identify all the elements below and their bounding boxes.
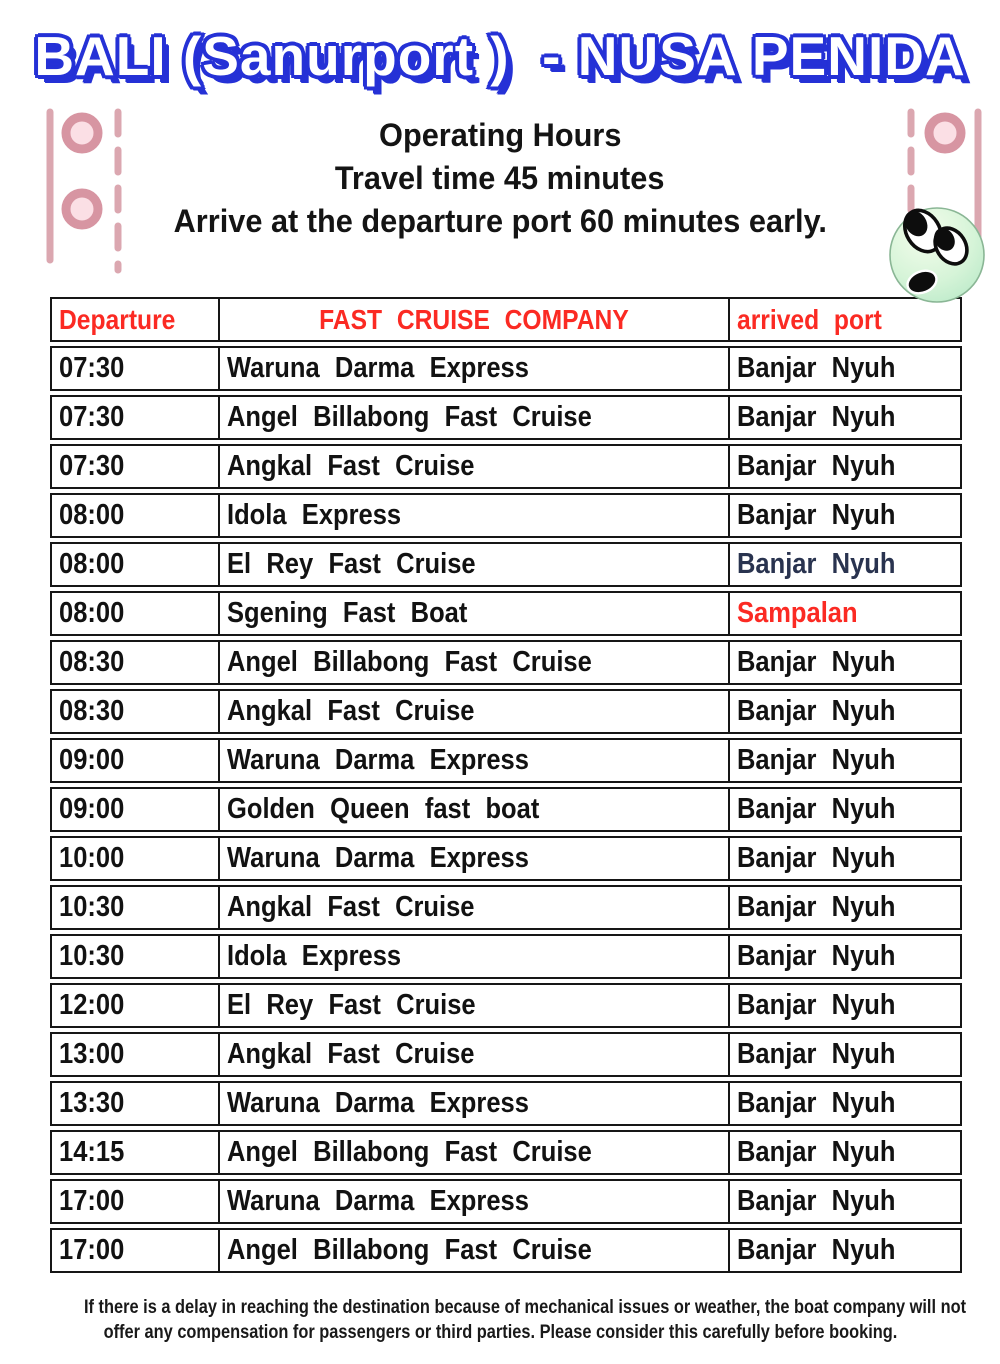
port-cell: Banjar Nyuh [730,1179,962,1224]
company-cell: El Rey Fast Cruise [220,542,730,587]
departure-cell: 17:00 [50,1228,220,1273]
port-cell: Banjar Nyuh [730,787,962,832]
company-cell: Sgening Fast Boat [220,591,730,636]
disclaimer-line1: If there is a delay in reaching the destination because of mechanical issues or weather, the boat company will not [84,1296,967,1318]
operating-hours-line2: Travel time 45 minutes [335,160,665,196]
table-row [50,542,962,587]
departure-cell: 09:00 [50,738,220,783]
port-cell: Banjar Nyuh [730,1032,962,1077]
table-row [50,787,962,832]
port-cell: Banjar Nyuh [730,542,962,587]
table-row [50,1081,962,1126]
company-cell: Idola Express [220,934,730,979]
table-row [50,1032,962,1077]
departure-cell: 10:00 [50,836,220,881]
port-cell: Banjar Nyuh [730,493,962,538]
port-cell: Banjar Nyuh [730,934,962,979]
port-cell: Banjar Nyuh [730,640,962,685]
port-cell: Banjar Nyuh [730,346,962,391]
table-row [50,493,962,538]
company-cell: Idola Express [220,493,730,538]
departure-cell: 07:30 [50,395,220,440]
disclaimer-line2: offer any compensation for passengers or third parties. Please consider this carefully before booking. [103,1321,897,1343]
company-cell: Waruna Darma Express [220,1081,730,1126]
table-row [50,934,962,979]
header-departure: Departure [50,297,220,342]
table-header-row [50,297,962,342]
port-cell: Banjar Nyuh [730,1228,962,1273]
table-row [50,1130,962,1175]
departure-cell: 10:30 [50,934,220,979]
table-row [50,1228,962,1273]
schedule-table-body [50,297,962,1273]
company-cell: Angel Billabong Fast Cruise [220,395,730,440]
table-row [50,640,962,685]
departure-cell: 09:00 [50,787,220,832]
company-cell: Angel Billabong Fast Cruise [220,640,730,685]
header-arrived-port: arrived port [730,297,962,342]
departure-cell: 07:30 [50,444,220,489]
departure-cell: 10:30 [50,885,220,930]
port-cell: Banjar Nyuh [730,738,962,783]
company-cell: Angkal Fast Cruise [220,1032,730,1077]
departure-cell: 08:30 [50,689,220,734]
table-row [50,885,962,930]
table-row [50,346,962,391]
port-cell: Banjar Nyuh [730,1130,962,1175]
port-cell: Banjar Nyuh [730,885,962,930]
departure-cell: 08:30 [50,640,220,685]
company-cell: Waruna Darma Express [220,836,730,881]
company-cell: Angel Billabong Fast Cruise [220,1130,730,1175]
port-cell: Banjar Nyuh [730,1081,962,1126]
company-cell: Waruna Darma Express [220,346,730,391]
table-row [50,983,962,1028]
table-row [50,836,962,881]
company-cell: Angkal Fast Cruise [220,689,730,734]
table-row [50,591,962,636]
port-cell: Banjar Nyuh [730,983,962,1028]
operating-hours-text [0,114,1000,243]
company-cell: El Rey Fast Cruise [220,983,730,1028]
company-cell: Waruna Darma Express [220,1179,730,1224]
table-row [50,689,962,734]
departure-cell: 08:00 [50,591,220,636]
departure-cell: 13:00 [50,1032,220,1077]
departure-cell: 17:00 [50,1179,220,1224]
port-cell: Banjar Nyuh [730,395,962,440]
disclaimer [0,1295,1000,1345]
operating-hours-line1: Operating Hours [378,117,622,153]
departure-cell: 07:30 [50,346,220,391]
company-cell: Golden Queen fast boat [220,787,730,832]
company-cell: Angkal Fast Cruise [220,885,730,930]
schedule-table [50,293,962,1277]
departure-cell: 12:00 [50,983,220,1028]
table-row [50,1179,962,1224]
port-cell: Banjar Nyuh [730,444,962,489]
operating-hours-section [0,106,1000,266]
table-row [50,444,962,489]
company-cell: Angel Billabong Fast Cruise [220,1228,730,1273]
header-company: FAST CRUISE COMPANY [220,297,730,342]
table-row [50,395,962,440]
departure-cell: 08:00 [50,493,220,538]
operating-hours-line3: Arrive at the departure port 60 minutes early. [173,203,827,239]
company-cell: Waruna Darma Express [220,738,730,783]
page-title: BALI (Sanurport ) - NUSA PENIDA [34,25,966,87]
port-cell: Banjar Nyuh [730,689,962,734]
port-cell: Banjar Nyuh [730,836,962,881]
company-cell: Angkal Fast Cruise [220,444,730,489]
port-cell: Sampalan [730,591,962,636]
departure-cell: 08:00 [50,542,220,587]
departure-cell: 13:30 [50,1081,220,1126]
departure-cell: 14:15 [50,1130,220,1175]
table-row [50,738,962,783]
surprised-face-icon [886,198,988,306]
